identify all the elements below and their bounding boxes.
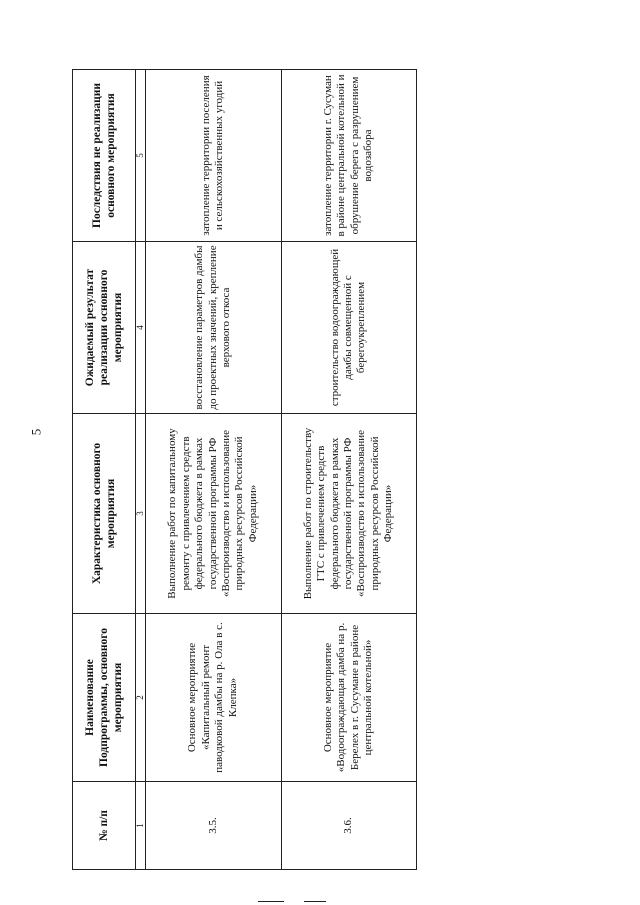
page-number: 5 bbox=[28, 428, 44, 436]
scan-edge-line bbox=[258, 901, 284, 902]
measure-name: Основное мероприятие «Водоограждающая дамба на р. Берелех в г. Сусумане в районе центральной котельной» bbox=[281, 614, 417, 782]
column-number: 1 bbox=[136, 782, 146, 870]
header-name: Наименование Подпрограммы, основного мероприятия bbox=[73, 614, 136, 782]
header-result: Ожидаемый результат реализации основного мероприятия bbox=[73, 242, 136, 414]
header-number: № п/п bbox=[73, 782, 136, 870]
table-row bbox=[281, 70, 417, 870]
row-number: 3.5. bbox=[146, 782, 282, 870]
column-number: 2 bbox=[136, 614, 146, 782]
measure-consequence: затопление территории г. Сусуман в районе центральной котельной и обрушение берега с разрушением водозабора bbox=[281, 70, 417, 242]
column-number: 5 bbox=[136, 70, 146, 242]
measures-table-sheet bbox=[72, 70, 417, 870]
measures-table bbox=[72, 69, 417, 870]
column-number-row bbox=[136, 70, 146, 870]
table-row bbox=[146, 70, 282, 870]
row-number: 3.6. bbox=[281, 782, 417, 870]
measure-result: строительство водоограждающей дамбы совмещенной с берегоукреплением bbox=[281, 242, 417, 414]
header-characteristic: Характеристика основного мероприятия bbox=[73, 414, 136, 614]
measure-characteristic: Выполнение работ по строительству ГТС с привлечением средств федерального бюджета в рамках государственной программы РФ «Воспроизводство и использование природных ресурсов Российской Федерации» bbox=[281, 414, 417, 614]
column-number: 4 bbox=[136, 242, 146, 414]
measure-name: Основное мероприятие «Капитальный ремонт паводковой дамбы на р. Ола в с. Клепка» bbox=[146, 614, 282, 782]
measure-consequence: затопление территории поселения и сельскохозяйственных угодий bbox=[146, 70, 282, 242]
measure-result: восстановление параметров дамбы до проектных значений, крепление верхового откоса bbox=[146, 242, 282, 414]
scan-edge-line bbox=[304, 901, 326, 902]
table-header-row bbox=[73, 70, 136, 870]
measure-characteristic: Выполнение работ по капитальному ремонту с привлечением средств федерального бюджета в рамках государственной программы РФ «Воспроизводство и использование природных ресурсов Российской Федерации» bbox=[146, 414, 282, 614]
header-consequence: Последствия не реализации основного мероприятия bbox=[73, 70, 136, 242]
column-number: 3 bbox=[136, 414, 146, 614]
